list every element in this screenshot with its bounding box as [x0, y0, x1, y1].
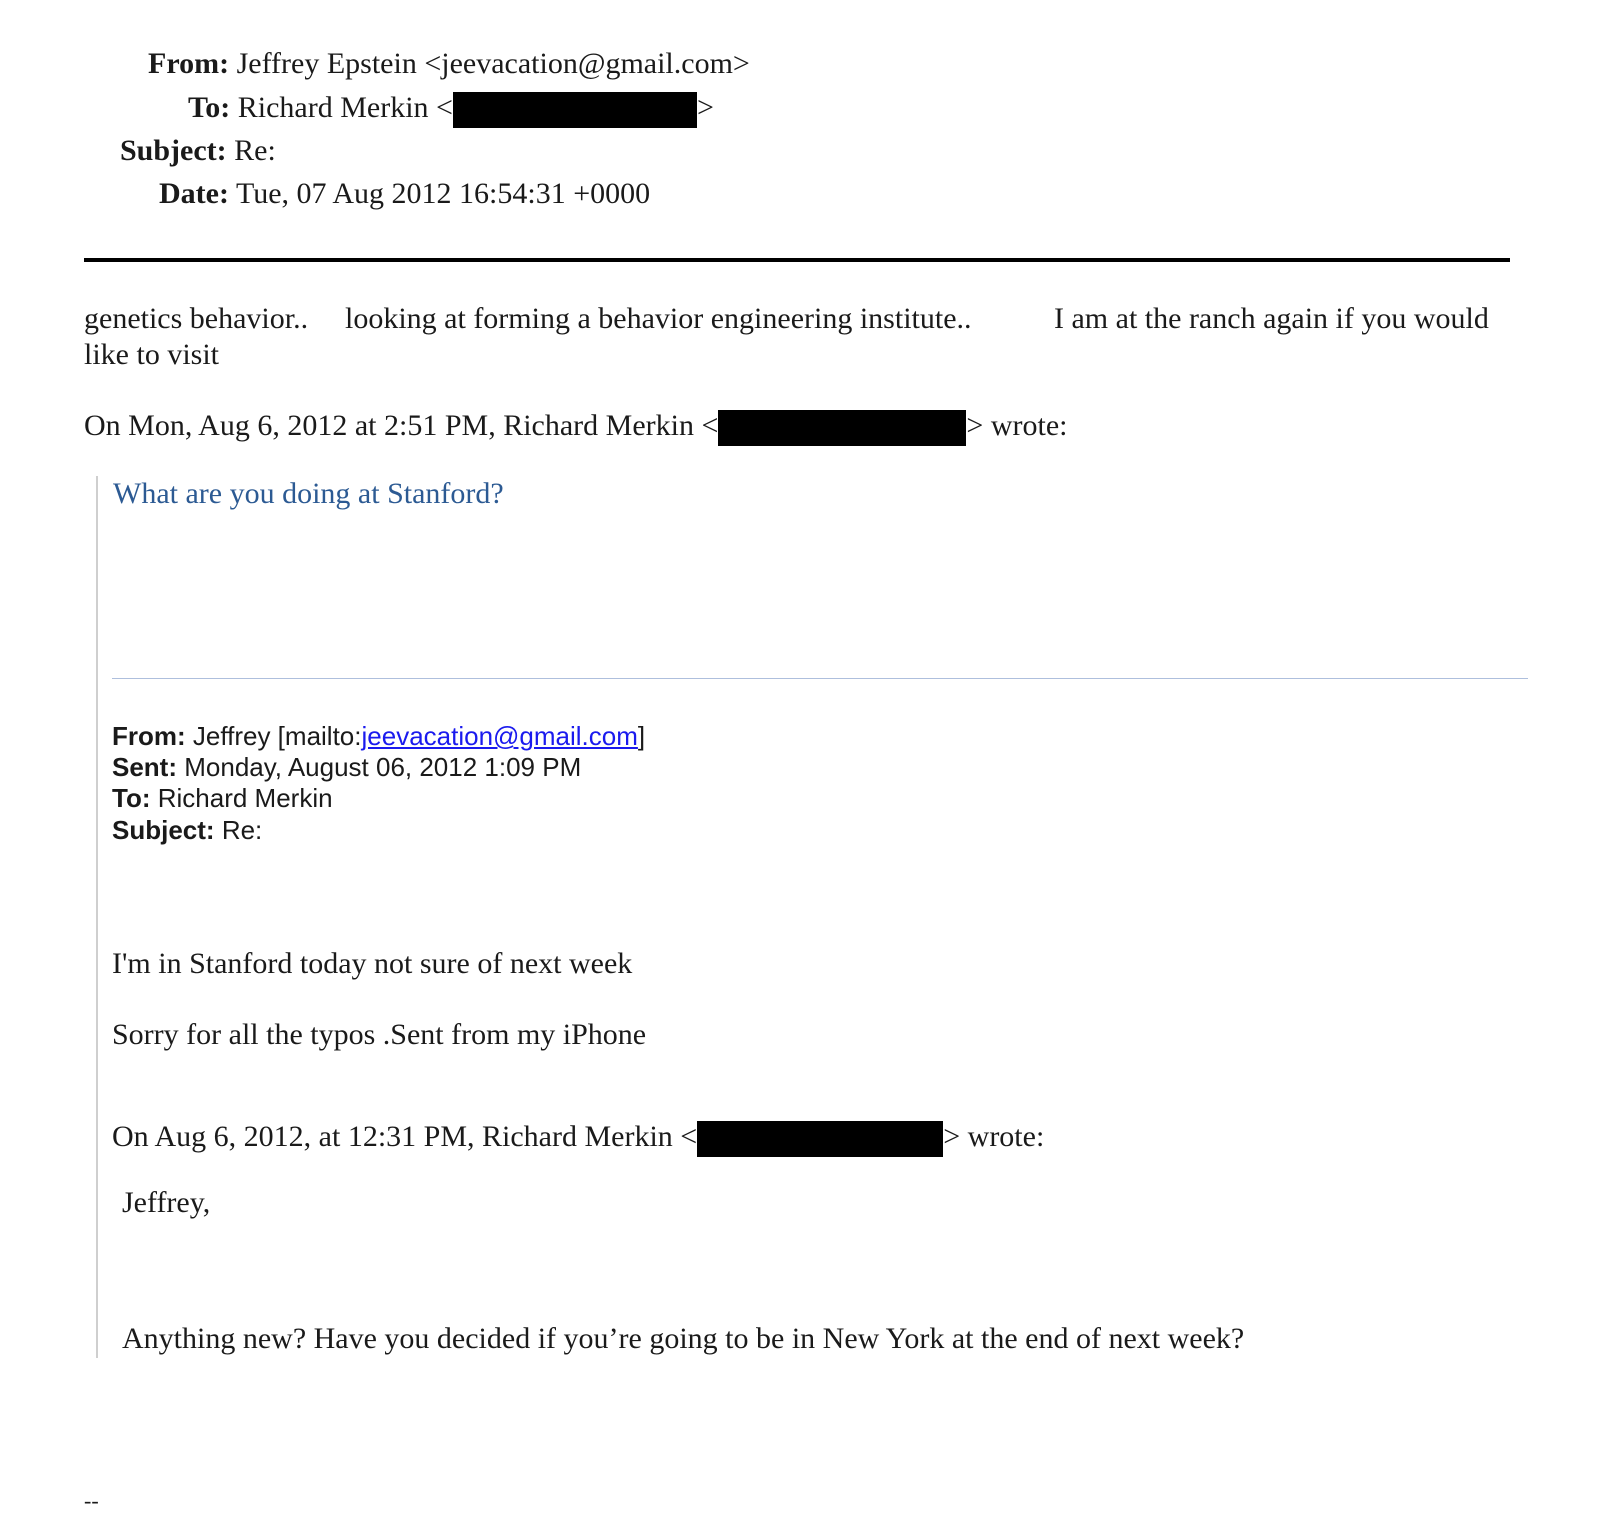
- fwd-sent-line: [112, 752, 581, 783]
- to-line: [188, 90, 714, 128]
- greeting: Jeffrey,: [122, 1186, 211, 1219]
- fwd-subject-label: Subject:: [112, 815, 215, 845]
- fwd-to-value: Richard Merkin: [157, 783, 333, 813]
- attribution-line-1: [84, 408, 1067, 446]
- from-value: Jeffrey Epstein <jeevacation@gmail.com>: [236, 47, 750, 80]
- from-line: [148, 46, 750, 82]
- body-line-1b: looking at forming a behavior engineering institute..: [345, 302, 972, 335]
- body-line-2: like to visit: [84, 338, 219, 371]
- signature-separator: --: [84, 1488, 99, 1513]
- subject-value: Re:: [234, 134, 276, 167]
- date-label: Date:: [159, 177, 229, 210]
- quote-bar: [96, 476, 98, 1358]
- quoted-separator: [112, 678, 1528, 679]
- attribution-line-2: [112, 1119, 1044, 1157]
- fwd-subject-value: Re:: [221, 815, 263, 845]
- redaction-box: [453, 92, 697, 128]
- header-divider: [84, 258, 1510, 262]
- fwd-from-value: Jeffrey [mailto:: [192, 721, 362, 751]
- to-suffix: >: [696, 91, 714, 124]
- attribution2-prefix: On Aug 6, 2012, at 12:31 PM, Richard Merkin <: [112, 1120, 698, 1153]
- fwd-from-close: ]: [637, 721, 646, 751]
- fwd-sent-value: Monday, August 06, 2012 1:09 PM: [184, 752, 582, 782]
- fwd-to-line: [112, 783, 333, 814]
- attribution-prefix: On Mon, Aug 6, 2012 at 2:51 PM, Richard Merkin <: [84, 409, 719, 442]
- to-label: To:: [188, 91, 231, 124]
- attribution2-suffix: > wrote:: [943, 1120, 1045, 1153]
- body-line-1a: genetics behavior..: [84, 302, 309, 335]
- fwd-sent-label: Sent:: [112, 752, 177, 782]
- date-value: Tue, 07 Aug 2012 16:54:31 +0000: [235, 177, 651, 210]
- from-label: From:: [148, 47, 230, 80]
- attribution-suffix: > wrote:: [966, 409, 1068, 442]
- redaction-box: [718, 410, 966, 446]
- typos-line: Sorry for all the typos .Sent from my iPhone: [112, 1018, 647, 1051]
- fwd-email-link[interactable]: jeevacation@gmail.com: [361, 721, 638, 751]
- date-line: [159, 176, 650, 212]
- quoted-question: What are you doing at Stanford?: [113, 477, 504, 510]
- fwd-to-label: To:: [112, 783, 151, 813]
- fwd-from-label: From:: [112, 721, 186, 751]
- question-2: Anything new? Have you decided if you’re going to be in New York at the end of next week?: [122, 1322, 1245, 1355]
- subject-line: [120, 133, 276, 169]
- body-line-1c: I am at the ranch again if you would: [1054, 302, 1489, 335]
- fwd-subject-line: [112, 815, 262, 846]
- fwd-from-line: [112, 721, 645, 752]
- subject-label: Subject:: [120, 134, 227, 167]
- redaction-box: [697, 1121, 943, 1157]
- reply-line: I'm in Stanford today not sure of next week: [112, 947, 633, 980]
- to-value: Richard Merkin <: [237, 91, 453, 124]
